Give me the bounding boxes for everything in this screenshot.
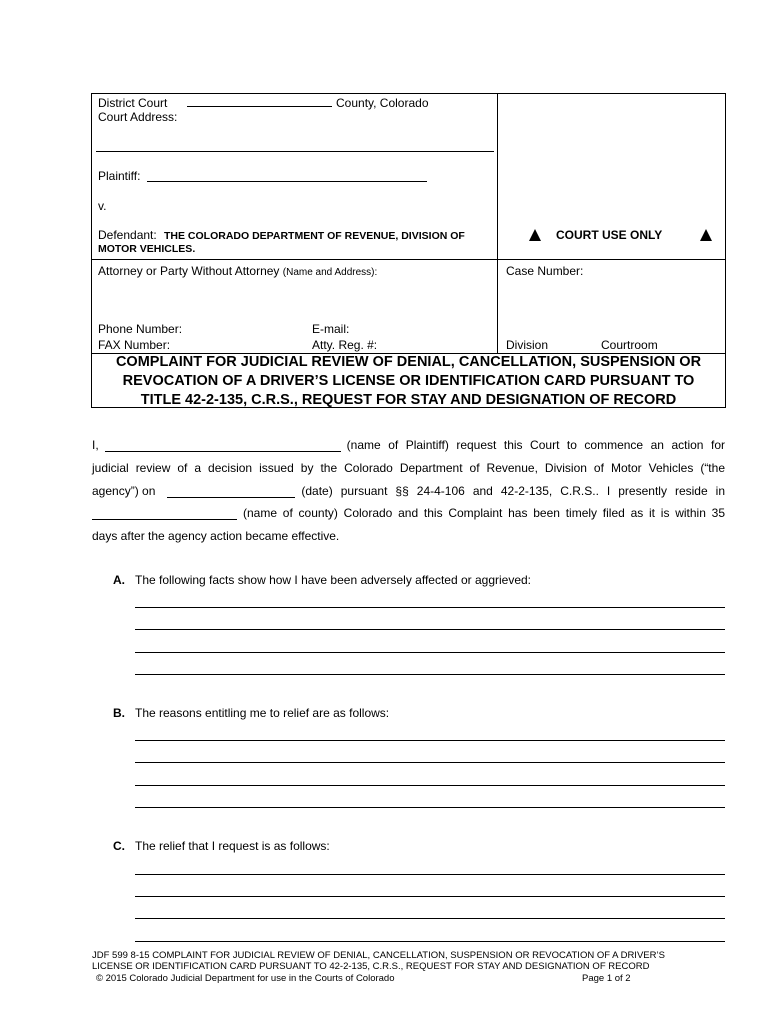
defendant-name-line2: MOTOR VEHICLES.	[98, 243, 196, 255]
county-of-residence-field[interactable]	[92, 508, 237, 520]
section-c-text: The relief that I request is as follows:	[135, 839, 330, 853]
footer-line-1: JDF 599 8-15 COMPLAINT FOR JUDICIAL REVIEW OF DENIAL, CANCELLATION, SUSPENSION OR REVOCATION OF A DRIVER’S	[92, 950, 665, 961]
section-c-line-3[interactable]	[135, 918, 725, 919]
title-line-1: COMPLAINT FOR JUDICIAL REVIEW OF DENIAL, CANCELLATION, SUSPENSION OR	[115, 354, 702, 370]
intro-i: I,	[92, 438, 99, 452]
court-address-field[interactable]	[96, 151, 494, 152]
up-triangle-icon-left	[529, 229, 541, 241]
footer-line-2: LICENSE OR IDENTIFICATION CARD PURSUANT TO 42-2-135, C.R.S., REQUEST FOR STAY AND DESIGNATION OF RECORD	[92, 961, 650, 972]
county-label: County, Colorado	[336, 96, 429, 110]
phone-label: Phone Number:	[98, 322, 183, 336]
plaintiff-field[interactable]	[147, 181, 427, 182]
section-c-letter: C.	[113, 839, 125, 853]
section-a-line-3[interactable]	[135, 652, 725, 653]
title-line-2: REVOCATION OF A DRIVER’S LICENSE OR IDENTIFICATION CARD PURSUANT TO	[122, 373, 695, 389]
plaintiff-name-field[interactable]	[105, 440, 341, 452]
section-b-line-1[interactable]	[135, 740, 725, 741]
versus-label: v.	[98, 199, 107, 213]
intro-text-c1: agency”) on	[92, 484, 156, 498]
attorney-label-main: Attorney or Party Without Attorney	[98, 264, 280, 278]
fax-label: FAX Number:	[98, 338, 171, 352]
document-title	[92, 353, 725, 410]
intro-text-c2: (date) pursuant §§ 24-4-106 and 42-2-135, C.R.S.. I presently reside in	[301, 484, 725, 498]
section-b-line-4[interactable]	[135, 807, 725, 808]
section-a-text: The following facts show how I have been adversely affected or aggrieved:	[135, 573, 532, 587]
attorney-label	[98, 264, 377, 280]
section-b-letter: B.	[113, 706, 125, 720]
courtroom-label: Courtroom	[601, 338, 658, 352]
intro-text-d: (name of county) Colorado and this Complaint has been timely filed as it is within 35	[243, 506, 725, 520]
section-b-line-2[interactable]	[135, 762, 725, 763]
district-court-label: District Court	[98, 96, 168, 110]
intro-line-3	[92, 484, 725, 498]
section-a-line-4[interactable]	[135, 674, 725, 675]
decision-date-field[interactable]	[167, 486, 295, 498]
footer-page-number: Page 1 of 2	[582, 973, 631, 984]
section-a-line-1[interactable]	[135, 607, 725, 608]
section-c-line-1[interactable]	[135, 874, 725, 875]
intro-line-5: days after the agency action became effective.	[92, 529, 340, 543]
plaintiff-label: Plaintiff:	[98, 169, 141, 183]
county-name-field[interactable]	[187, 106, 332, 107]
intro-text-a: (name of Plaintiff) request this Court to commence an action for	[346, 438, 725, 452]
footer-copyright: © 2015 Colorado Judicial Department for use in the Courts of Colorado	[96, 973, 395, 984]
title-line-3: TITLE 42-2-135, C.R.S., REQUEST FOR STAY AND DESIGNATION OF RECORD	[140, 392, 677, 408]
division-label: Division	[506, 338, 549, 352]
intro-line-2: judicial review of a decision issued by the Colorado Department of Revenue, Division of Motor Vehicles (“the	[92, 461, 725, 475]
defendant-label: Defendant:	[98, 228, 157, 242]
intro-line-1	[92, 438, 725, 452]
case-number-label: Case Number:	[506, 264, 584, 278]
section-c-line-2[interactable]	[135, 896, 725, 897]
court-address-label: Court Address:	[98, 110, 178, 124]
defendant-name-line1: THE COLORADO DEPARTMENT OF REVENUE, DIVISION OF	[164, 230, 465, 242]
attorney-label-sub: (Name and Address):	[282, 267, 378, 278]
caption-divider-vertical	[497, 93, 498, 354]
atty-reg-label: Atty. Reg. #:	[312, 338, 378, 352]
section-c-line-4[interactable]	[135, 941, 725, 942]
section-b-text: The reasons entitling me to relief are as follows:	[135, 706, 390, 720]
section-a-letter: A.	[113, 573, 125, 587]
up-triangle-icon-right	[700, 229, 712, 241]
court-use-only-label: COURT USE ONLY	[556, 228, 663, 242]
intro-line-4	[92, 506, 725, 520]
section-b-line-3[interactable]	[135, 785, 725, 786]
caption-divider-1	[91, 259, 726, 260]
email-label: E-mail:	[312, 322, 350, 336]
section-a-line-2[interactable]	[135, 629, 725, 630]
